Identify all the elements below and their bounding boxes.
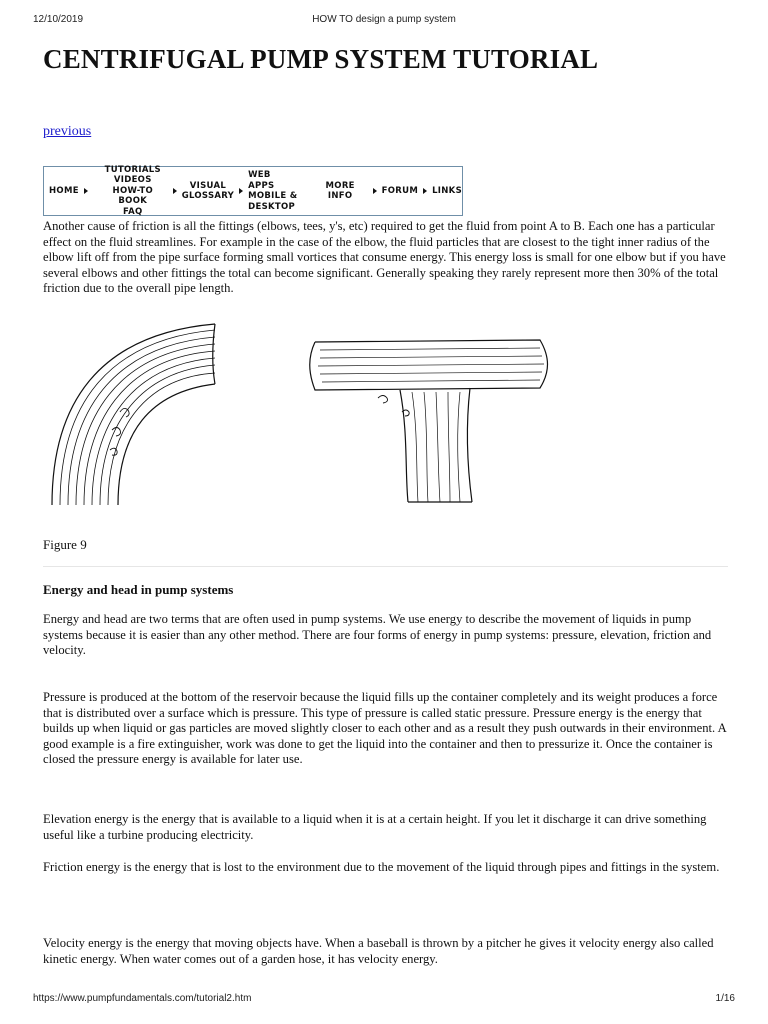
page-title: CENTRIFUGAL PUMP SYSTEM TUTORIAL bbox=[43, 44, 599, 74]
previous-link[interactable]: previous bbox=[43, 124, 92, 139]
tee-drawing bbox=[310, 340, 548, 502]
nav-more-info[interactable] bbox=[299, 181, 377, 202]
print-title: HOW TO design a pump system bbox=[312, 14, 456, 25]
nav-tutorials[interactable] bbox=[88, 165, 177, 218]
divider bbox=[43, 566, 728, 567]
nav-tutorials-label: TUTORIALS VIDEOS HOW-TO BOOK FAQ bbox=[104, 164, 161, 217]
footer-page-number: 1/16 bbox=[715, 993, 735, 1004]
paragraph-velocity: Velocity energy is the energy that moving objects have. When a baseball is thrown by a pitcher he gives it velocity energy also called kinetic energy. When water comes out of a garden hose, it has velocity energy. bbox=[43, 936, 714, 966]
nav-webapps-label: WEB APPS MOBILE & DESKTOP bbox=[248, 170, 298, 212]
elbow-drawing bbox=[52, 324, 215, 505]
print-date: 12/10/2019 bbox=[33, 14, 84, 25]
nav-web-apps[interactable] bbox=[243, 170, 299, 212]
nav-visual-label: VISUAL GLOSSARY bbox=[181, 180, 235, 201]
nav-moreinfo-label: MORE INFO bbox=[325, 180, 355, 201]
paragraph-energy-head: Energy and head are two terms that are often used in pump systems. We use energy to describe the movement of liquids in pump systems because it is easier than any other method. There are four forms of energy in pump systems: pressure, elevation, friction and velocity. bbox=[43, 612, 712, 658]
nav-visual-glossary[interactable] bbox=[177, 181, 243, 202]
paragraph-pressure: Pressure is produced at the bottom of the reservoir because the liquid fills up the container completely and its weight produces a force that is distributed over a surface which is pressure. This type of pressure is called static pressure. Pressure energy is the energy that builds up when liquid or gas particles are moved slightly closer to each other and as a result they push outwards in their environment. A good example is a fire extinguisher, work was done to get the liquid into the container and then to pressurize it. Once the container is closed the pressure energy is available for later use. bbox=[43, 690, 727, 767]
nav-forum[interactable] bbox=[377, 186, 427, 197]
nav-bar bbox=[43, 166, 463, 216]
nav-forum-label: FORUM bbox=[381, 185, 419, 196]
nav-home-label: HOME bbox=[49, 185, 79, 196]
paragraph-friction: Friction energy is the energy that is lost to the environment due to the movement of the liquid through pipes and fittings in the system. bbox=[43, 860, 720, 874]
nav-links-label: LINKS bbox=[432, 185, 462, 196]
intro-paragraph: Another cause of friction is all the fittings (elbows, tees, y's, etc) required to get the fluid from point A to B. Each one has a particular effect on the fluid streamlines. For example in the case of the elbow, the fluid particles that are closest to the tight inner radius of the elbow lift off from the pipe surface forming small vortices that consume energy. This energy loss is small for one elbow but if you have several elbows and other fittings the total can become significant. Generally speaking they rarely represent more then 30% of the total friction due to the overall pipe length. bbox=[43, 219, 726, 296]
paragraph-elevation: Elevation energy is the energy that is available to a liquid when it is at a certain height. If you let it discharge it can drive something useful like a turbine producing electricity. bbox=[43, 812, 707, 842]
nav-home[interactable] bbox=[44, 186, 88, 197]
figure-fittings bbox=[40, 312, 560, 512]
section-heading: Energy and head in pump systems bbox=[43, 582, 234, 597]
nav-links[interactable] bbox=[427, 186, 462, 197]
footer-url: https://www.pumpfundamentals.com/tutorial2.htm bbox=[33, 993, 252, 1004]
figure-caption: Figure 9 bbox=[43, 537, 87, 552]
